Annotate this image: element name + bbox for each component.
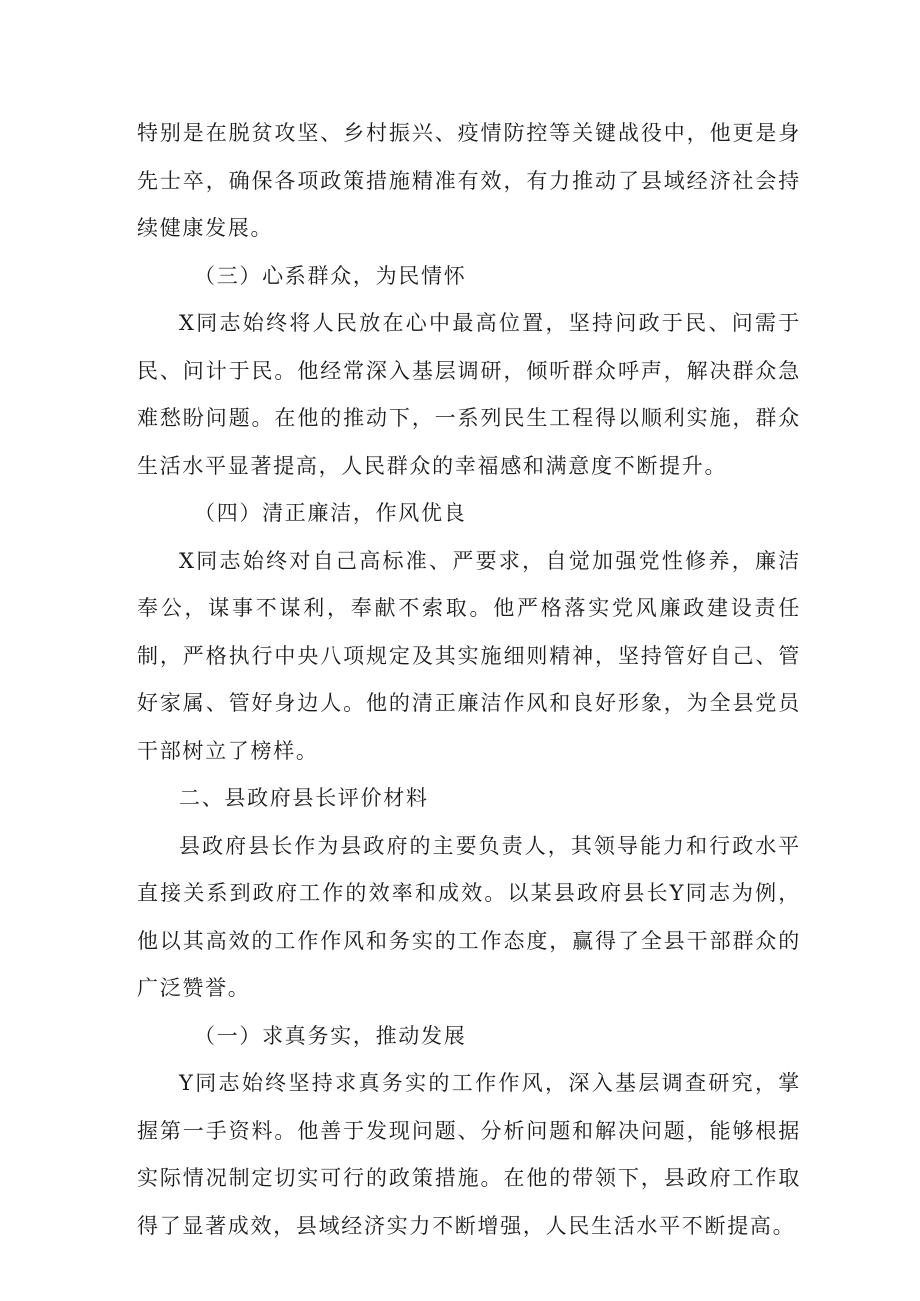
heading-1: （一）求真务实，推动发展: [194, 1023, 467, 1048]
paragraph-1: Y同志始终坚持求真务实的工作作风，深入基层调查研究，掌握第一手资料。他善于发现问题、分析问题和解决问题，能够根据实际情况制定切实可行的政策措施。在他的带领下，县政府工作取得了显著成效，县域经济实力不断增强，人民生活水平不断提高。: [137, 1071, 801, 1238]
paragraph-continuation: 特别是在脱贫攻坚、乡村振兴、疫情防控等关键战役中，他更是身先士卒，确保各项政策措施精准有效，有力推动了县域经济社会持续健康发展。: [137, 121, 801, 240]
heading-3: （三）心系群众，为民情怀: [194, 263, 467, 288]
paragraph-3: X同志始终将人民放在心中最高位置，坚持问政于民、问需于民、问计于民。他经常深入基层调研，倾听群众呼声，解决群众急难愁盼问题。在他的推动下，一系列民生工程得以顺利实施，群众生活水平显著提高，人民群众的幸福感和满意度不断提升。: [137, 311, 801, 478]
section-heading-2: 二、县政府县长评价材料: [179, 786, 429, 810]
paragraph-4: X同志始终对自己高标准、严要求，自觉加强党性修养，廉洁奉公，谋事不谋利，奉献不索取。他严格落实党风廉政建设责任制，严格执行中央八项规定及其实施细则精神，坚持管好自己、管好家属、管好身边人。他的清正廉洁作风和良好形象，为全县党员干部树立了榜样。: [137, 548, 801, 763]
document-body: [137, 110, 801, 1250]
paragraph-section-2: 县政府县长作为县政府的主要负责人，其领导能力和行政水平直接关系到政府工作的效率和成效。以某县政府县长Y同志为例，他以其高效的工作作风和务实的工作态度，赢得了全县干部群众的广泛赞誉。: [137, 833, 801, 1000]
heading-4: （四）清正廉洁，作风优良: [194, 501, 467, 525]
